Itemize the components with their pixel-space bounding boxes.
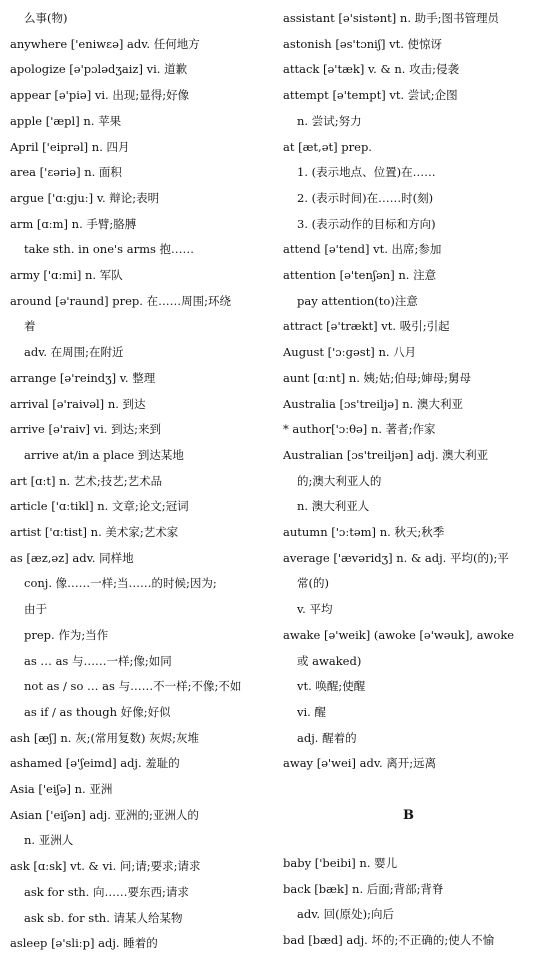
- dict-entry-line: August ['ɔːgəst] n. 八月: [283, 345, 417, 360]
- dict-entry-line: 3. (表示动作的目标和方向): [297, 216, 436, 231]
- dict-entry-line: back [bæk] n. 后面;背部;背脊: [283, 881, 444, 896]
- dict-entry-line: n. 亚洲人: [24, 833, 74, 848]
- dict-entry-line: Asian ['eiʃən] adj. 亚洲的;亚洲人的: [10, 807, 199, 822]
- dict-entry-line: arrive [ə'raiv] vi. 到达;来到: [10, 422, 161, 437]
- dict-entry-line: arm [ɑːm] n. 手臂;胳膊: [10, 216, 137, 231]
- dict-entry-line: anywhere ['eniwɛə] adv. 任何地方: [10, 36, 200, 51]
- dict-entry-line: attack [ə'tæk] v. & n. 攻击;侵袭: [283, 62, 459, 77]
- dict-entry-line: 或 awaked): [297, 653, 362, 668]
- dict-entry-line: apologize [ə'pɔlədʒaiz] vi. 道歉: [10, 62, 188, 77]
- dict-entry-line: army ['ɑːmi] n. 军队: [10, 268, 123, 282]
- dict-entry-line: adv. 在周围;在附近: [24, 345, 124, 360]
- dict-entry-line: assistant [ə'sistənt] n. 助手;图书管理员: [283, 11, 500, 25]
- dict-entry-line: arrange [ə'reindʒ] v. 整理: [10, 370, 156, 385]
- dict-entry-line: attract [ə'trækt] vt. 吸引;引起: [283, 319, 450, 334]
- dict-entry-line: as [æz,əz] adv. 同样地: [10, 550, 134, 565]
- dict-entry-line: awake [ə'weik] (awoke [ə'wəuk], awoke: [283, 627, 515, 642]
- dict-entry-line: n. 澳大利亚人: [297, 499, 370, 514]
- dict-entry-line: pay attention(to)注意: [297, 293, 418, 308]
- dict-entry-line: attention [ə'tenʃən] n. 注意: [283, 268, 437, 282]
- section-heading-b: B: [403, 808, 414, 823]
- dict-entry-line: ash [æʃ] n. 灰;(常用复数) 灰烬;灰堆: [10, 730, 199, 745]
- dict-entry-line: Asia ['eiʃə] n. 亚洲: [10, 782, 113, 796]
- dict-entry-line: Australia [ɔs'treiljə] n. 澳大利亚: [283, 396, 463, 411]
- dict-entry-line: * author['ɔːθə] n. 著者;作家: [283, 422, 436, 437]
- dict-entry-line: take sth. in one's arms 抱……: [24, 242, 195, 257]
- dict-entry-line: adj. 醒着的: [297, 730, 357, 745]
- dict-entry-line: art [ɑːt] n. 艺术;技艺;艺术品: [10, 473, 163, 488]
- dict-entry-line: at [æt,ət] prep.: [283, 139, 372, 154]
- dict-entry-line: appear [ə'piə] vi. 出现;显得;好像: [10, 88, 190, 103]
- dict-entry-line: not as / so … as 与……不一样;不像;不如: [24, 679, 242, 694]
- dict-entry-line: around [ə'raund] prep. 在……周围;环绕: [10, 293, 231, 308]
- dict-entry-line: bad [bæd] adj. 坏的;不正确的;使人不愉: [283, 933, 495, 948]
- dict-entry-line: vt. 唤醒;使醒: [297, 679, 366, 694]
- dict-entry-line: 由于: [24, 602, 47, 617]
- dict-entry-line: away [ə'wei] adv. 离开;远离: [283, 756, 437, 771]
- dict-entry-line: n. 尝试;努力: [297, 113, 362, 128]
- dict-entry-line: 常(的): [297, 576, 329, 591]
- dict-entry-line: 的;澳大利亚人的: [297, 473, 382, 488]
- dict-entry-line: arrive at/in a place 到达某地: [24, 447, 184, 462]
- dict-entry-line: baby ['beibi] n. 婴儿: [283, 856, 398, 870]
- dict-entry-line: arrival [ə'raivəl] n. 到达: [10, 396, 146, 411]
- dict-entry-line: vi. 醒: [297, 704, 326, 719]
- dict-entry-line: article ['ɑːtikl] n. 文章;论文;冠词: [10, 499, 189, 514]
- dict-entry-line: ask [ɑːsk] vt. & vi. 问;请;要求;请求: [10, 859, 201, 874]
- dict-entry-line: v. 平均: [297, 602, 333, 617]
- dict-entry-line: attempt [ə'tempt] vt. 尝试;企图: [283, 88, 458, 103]
- dict-entry-line: astonish [əs'tɔniʃ] vt. 使惊讶: [283, 36, 443, 51]
- dict-entry-line: as … as 与……一样;像;如同: [24, 653, 172, 668]
- dict-entry-line: ashamed [ə'ʃeimd] adj. 羞耻的: [10, 756, 180, 771]
- dict-entry-line: ask for sth. 向……要东西;请求: [24, 884, 189, 899]
- dict-entry-line: adv. 回(原处);向后: [297, 907, 395, 922]
- dict-entry-line: conj. 像……一样;当……的时候;因为;: [24, 576, 217, 591]
- dict-entry-line: argue ['ɑːgjuː] v. 辩论;表明: [10, 190, 160, 205]
- dict-entry-line: April ['eiprəl] n. 四月: [10, 139, 130, 154]
- dict-entry-line: 1. (表示地点、位置)在……: [297, 165, 436, 180]
- dict-entry-line: artist ['ɑːtist] n. 美术家;艺术家: [10, 525, 179, 539]
- dict-entry-line: ask sb. for sth. 请某人给某物: [24, 910, 183, 925]
- dict-entry-line: attend [ə'tend] vt. 出席;参加: [283, 242, 442, 257]
- dict-entry-line: average ['ævəridʒ] n. & adj. 平均(的);平: [283, 550, 509, 565]
- dict-entry-line: area ['ɛəriə] n. 面积: [10, 165, 122, 180]
- dict-entry-line: prep. 作为;当作: [24, 627, 109, 642]
- dict-entry-line: as if / as though 好像;好似: [24, 704, 171, 719]
- dict-entry-line: 2. (表示时间)在……时(刻): [297, 190, 434, 205]
- dict-entry-line: 着: [24, 319, 36, 334]
- dict-entry-line: 么事(物): [24, 11, 68, 25]
- dict-entry-line: aunt [ɑːnt] n. 姨;姑;伯母;婶母;舅母: [283, 370, 472, 385]
- dict-entry-line: apple ['æpl] n. 苹果: [10, 113, 122, 128]
- dict-entry-line: autumn ['ɔːtəm] n. 秋天;秋季: [283, 525, 445, 539]
- dict-entry-line: Australian [ɔs'treiljən] adj. 澳大利亚: [283, 447, 489, 462]
- dict-entry-line: asleep [ə'sliːp] adj. 睡着的: [10, 936, 158, 951]
